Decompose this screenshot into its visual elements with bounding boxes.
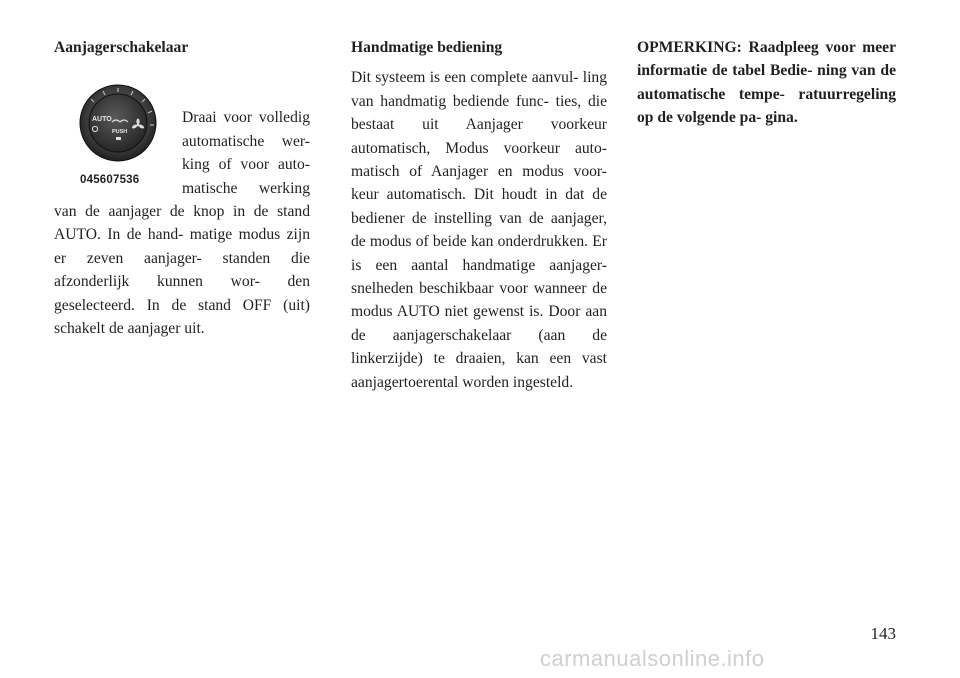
blower-switch-text: Draai voor volledig automatische wer- king of voor auto- matische werking van de aanjager de knop in de stand AUTO. In de hand- matige modus zijn er zeven aanjager- standen die afzonderlijk kunnen wor- den geselecteerd. In de stand OFF (uit) schakelt de aanjager uit. bbox=[54, 109, 310, 338]
knob-push-label: PUSH bbox=[112, 129, 128, 136]
page-number: 143 bbox=[870, 624, 896, 643]
figure-code: 045607536 bbox=[80, 174, 140, 187]
manual-operation-text: Dit systeem is een complete aanvul- ling van handmatig bediende func- ties, die bestaat uit Aanjager voorkeur automatisch, Modus voorkeur auto- matisch of Aanjager en modus voor- keur automatisch. Dit houdt in dat de bediener de instelling van de aanjager, de modus of beide kan onderdrukken. Er is een aantal handmatige aanjager- snelheden beschikbaar voor wanneer de modus AUTO niet gewenst is. Door aan de aanjagerschakelaar (aan de linkerzijde) te draaien, kan een vast aanjagertoerental worden ingesteld. bbox=[351, 69, 607, 391]
left-column bbox=[54, 36, 310, 340]
knob-auto-label: AUTO bbox=[92, 116, 112, 124]
section-heading-blower-switch: Aanjagerschakelaar bbox=[54, 39, 189, 56]
watermark: carmanualsonline.info bbox=[540, 646, 765, 671]
note-text: OPMERKING: Raadpleeg voor meer informatie de tabel Bedie- ning van de automatische tempe- ratuurregeling op de volgende pa- gina. bbox=[637, 39, 896, 127]
right-column bbox=[637, 36, 896, 130]
blower-knob-image bbox=[78, 83, 158, 167]
blower-knob-figure bbox=[54, 83, 176, 191]
section-heading-manual-operation: Handmatige bediening bbox=[351, 39, 503, 56]
middle-column bbox=[351, 36, 607, 394]
